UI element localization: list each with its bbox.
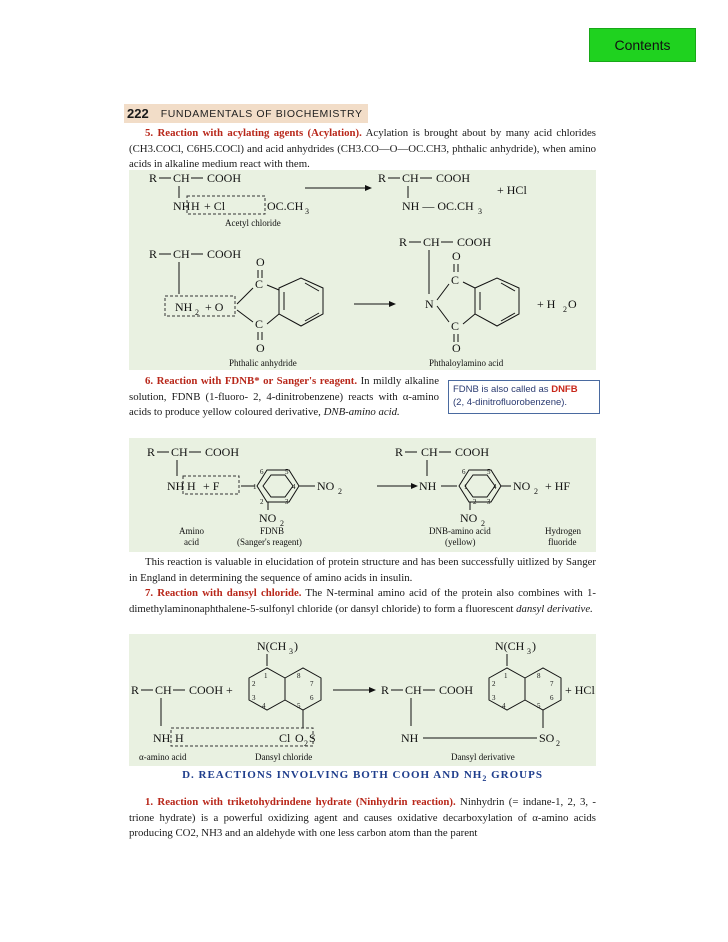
page-number: 222	[127, 106, 149, 121]
fdnb-scheme	[129, 438, 596, 552]
s3-ch: CH	[171, 445, 188, 459]
s4-plus-hcl: + HCl	[565, 683, 595, 697]
s4-so2: SO	[539, 731, 555, 745]
s3-r: R	[147, 445, 156, 459]
s2-cooh2: COOH	[457, 235, 492, 249]
s3-no2b-sub: 2	[280, 519, 284, 528]
note-highlight: DNFB	[551, 384, 578, 395]
section-5-paragraph	[129, 126, 596, 173]
dansyl-scheme	[129, 634, 596, 766]
s2-c2-top: C	[451, 273, 460, 287]
s1-ch2: CH	[402, 171, 419, 185]
fdnb-scheme-svg	[129, 438, 596, 552]
s2-ch: CH	[173, 247, 190, 261]
s3-p2: 2	[473, 498, 477, 506]
s4-nh2: NH	[401, 731, 419, 745]
s1-plus-cl: + Cl	[204, 199, 226, 213]
s4-m6: 6	[550, 694, 554, 702]
s2-c-top: C	[255, 277, 264, 291]
section-6-paragraph	[129, 374, 439, 421]
s4-r: R	[131, 683, 140, 697]
s1-sub3b: 3	[478, 207, 482, 216]
s4-ch: CH	[155, 683, 172, 697]
s1-r: R	[149, 171, 158, 185]
s3-p6: 6	[462, 468, 466, 476]
s1-cooh: COOH	[207, 171, 242, 185]
s4-nch3b-close: )	[532, 639, 536, 653]
s4-m4: 4	[502, 702, 506, 710]
s2-nh2-sub: 2	[195, 308, 199, 317]
s3-pno2b: NO	[460, 511, 478, 525]
s4-m1: 1	[504, 672, 508, 680]
amino-label: Amino	[179, 526, 205, 536]
fluoride-label: fluoride	[548, 537, 577, 547]
s2-plus-o: + O	[205, 300, 224, 314]
hydrogen-label: Hydrogen	[545, 526, 581, 536]
s3-plus-hf: + HF	[545, 479, 571, 493]
s3-p4: 4	[493, 483, 497, 491]
phthaloylamino-acid-label: Phthaloylamino acid	[429, 358, 504, 368]
note-text-b: (2, 4-dinitrofluorobenzene).	[453, 397, 568, 408]
s2-h2o-tail: O	[568, 297, 577, 311]
section-7-paragraph	[129, 586, 596, 617]
section-d1-body: Ninhydrin (= indane-1, 2, 3, -trione hydrate) is a powerful oxidizing agent and causes oxidative decarboxylation of α-amino acids producing CO2, NH3 and an aldehyde with one less carbon atom than the parent	[129, 796, 596, 839]
s1-ch: CH	[173, 171, 190, 185]
sanger-text: This reaction is valuable in elucidation of protein structure and has been successfully uitlized by Sanger in England in determining the sequence of amino acids in insulin.	[129, 556, 596, 584]
s4-nch3b-sub: 3	[527, 647, 531, 656]
s4-k3: 3	[252, 694, 256, 702]
s2-c2-bot: C	[451, 319, 460, 333]
dansyl-chloride-label: Dansyl chloride	[255, 752, 313, 762]
s4-k1: 1	[264, 672, 268, 680]
s3-no2-sub: 2	[338, 487, 342, 496]
section-5-heading: 5. Reaction with acylating agents (Acylation).	[145, 127, 362, 139]
s4-cl: Cl	[279, 731, 291, 745]
s1-occh3: OC.CH	[267, 199, 304, 213]
s2-c-bot: C	[255, 317, 264, 331]
s3-ch2: CH	[421, 445, 438, 459]
s3-n6: 6	[260, 468, 264, 476]
dansyl-scheme-svg	[129, 634, 596, 766]
s4-k4: 4	[262, 702, 266, 710]
s2-o2-top: O	[452, 249, 461, 263]
s2-o2-bot: O	[452, 341, 461, 355]
s3-h: H	[187, 479, 196, 493]
running-header	[124, 104, 368, 123]
acetyl-chloride-label: Acetyl chloride	[225, 218, 281, 228]
section-d1-paragraph	[129, 795, 596, 842]
s1-r2: R	[378, 171, 387, 185]
s3-no2: NO	[317, 479, 335, 493]
phthalic-anhydride-label: Phthalic anhydride	[229, 358, 297, 368]
dnb-amino-acid-label: DNB-amino acid	[429, 526, 491, 536]
s4-h: H	[175, 731, 184, 745]
yellow-label: (yellow)	[445, 537, 476, 547]
s3-n1: 1	[253, 483, 257, 491]
section-d-text: D. REACTIONS INVOLVING BOTH COOH AND NH	[182, 769, 483, 781]
section-6-italic: DNB-amino acid.	[323, 406, 400, 418]
dansyl-derivative-label: Dansyl derivative	[451, 752, 515, 762]
section-7-heading: 7. Reaction with dansyl chloride.	[145, 587, 302, 599]
s1-nh: NH	[173, 199, 191, 213]
section-d-tail: GROUPS	[487, 769, 543, 781]
s4-m2: 2	[492, 680, 496, 688]
s3-p1: 1	[464, 483, 468, 491]
s4-o2s: O	[295, 731, 304, 745]
s4-m7: 7	[550, 680, 554, 688]
s1-cooh2: COOH	[436, 171, 471, 185]
s4-cooh-plus: COOH +	[189, 683, 233, 697]
s2-h2o-sub: 2	[563, 305, 567, 314]
fdnb-note	[448, 380, 600, 414]
section-d-title	[129, 769, 596, 783]
s2-o-top: O	[256, 255, 265, 269]
phthalic-scheme	[129, 230, 596, 370]
sanger-label: (Sanger's reagent)	[237, 537, 302, 547]
s3-nh2: NH	[419, 479, 437, 493]
s3-pno2-sub: 2	[534, 487, 538, 496]
section-7-body: The N-terminal amino acid of the protein also combines with 1-dimethylaminonaphthalene-5-sulfonyl chloride (or dansyl chloride) to form a fluorescent	[129, 587, 596, 615]
s4-r2: R	[381, 683, 390, 697]
s2-r: R	[149, 247, 158, 261]
s3-nh: NH	[167, 479, 185, 493]
fdnb-label: FDNB	[260, 526, 285, 536]
s3-no2b: NO	[259, 511, 277, 525]
s2-plus-h2o: + H	[537, 297, 556, 311]
acylation-scheme	[129, 170, 596, 230]
s4-nch3b: N(CH	[495, 639, 525, 653]
s3-p5: 5	[487, 468, 491, 476]
s3-cooh2: COOH	[455, 445, 490, 459]
s3-r2: R	[395, 445, 404, 459]
s3-n4: 4	[292, 483, 296, 491]
s4-k7: 7	[310, 680, 314, 688]
note-text-a: FDNB is also called as	[453, 384, 552, 395]
section-7-italic: dansyl derivative.	[516, 602, 593, 615]
s4-k2: 2	[252, 680, 256, 688]
section-6-heading: 6. Reaction with FDNB* or Sanger's reagent.	[145, 375, 358, 387]
s1-h: H	[191, 199, 200, 213]
s2-n: N	[425, 297, 434, 311]
s3-n5: 5	[285, 468, 289, 476]
s4-s: S	[309, 731, 316, 745]
s4-nch3-close: )	[294, 639, 298, 653]
s4-cooh2: COOH	[439, 683, 474, 697]
running-title: FUNDAMENTALS OF BIOCHEMISTRY	[160, 107, 363, 120]
s3-pno2b-sub: 2	[481, 519, 485, 528]
s3-plus-f: + F	[203, 479, 220, 493]
phthalic-scheme-svg	[129, 230, 596, 370]
s4-k5: 5	[297, 702, 301, 710]
sanger-paragraph	[129, 555, 596, 586]
s1-sub3: 3	[305, 207, 309, 216]
acylation-scheme-svg	[129, 170, 596, 230]
s4-m3: 3	[492, 694, 496, 702]
s1-nh-occh3: NH — OC.CH	[402, 199, 474, 213]
s3-p3: 3	[487, 498, 491, 506]
s4-k8: 8	[297, 672, 301, 680]
s4-nch3: N(CH	[257, 639, 287, 653]
s4-o2s-sub: 2	[304, 739, 308, 748]
s4-ch2: CH	[405, 683, 422, 697]
alpha-amino-label: α-amino acid	[139, 752, 187, 762]
s2-o-bot: O	[256, 341, 265, 355]
section-d1-heading: 1. Reaction with triketohydrindene hydrate (Ninhydrin reaction).	[145, 796, 456, 808]
s3-pno2: NO	[513, 479, 531, 493]
s1-plus-hcl: + HCl	[497, 183, 527, 197]
s4-nch3-sub: 3	[289, 647, 293, 656]
s2-nh2: NH	[175, 300, 193, 314]
s2-r2: R	[399, 235, 408, 249]
section-6-body: In mildly alkaline solution, FDNB (1-fluoro- 2, 4-dinitrobenzene) reacts with α-amino acids to produce yellow coloured derivative,	[129, 375, 439, 418]
s2-cooh: COOH	[207, 247, 242, 261]
s3-cooh: COOH	[205, 445, 240, 459]
s4-m8: 8	[537, 672, 541, 680]
s2-ch2: CH	[423, 235, 440, 249]
contents-button[interactable]: Contents	[589, 28, 696, 62]
section-d-sub: 2	[482, 774, 488, 784]
acid-label: acid	[184, 537, 199, 547]
s4-so2-sub: 2	[556, 739, 560, 748]
s3-n2: 2	[260, 498, 264, 506]
s4-k6: 6	[310, 694, 314, 702]
section-5-body: Acylation is brought about by many acid chlorides (CH3.COCl, C6H5.COCl) and acid anhydrides (CH3.CO—O—OC.CH3, phthalic anhydride), when amino acids in alkaline medium react with them.	[129, 127, 596, 170]
s3-n3: 3	[285, 498, 289, 506]
s4-m5: 5	[537, 702, 541, 710]
s4-nh: NH	[153, 731, 171, 745]
